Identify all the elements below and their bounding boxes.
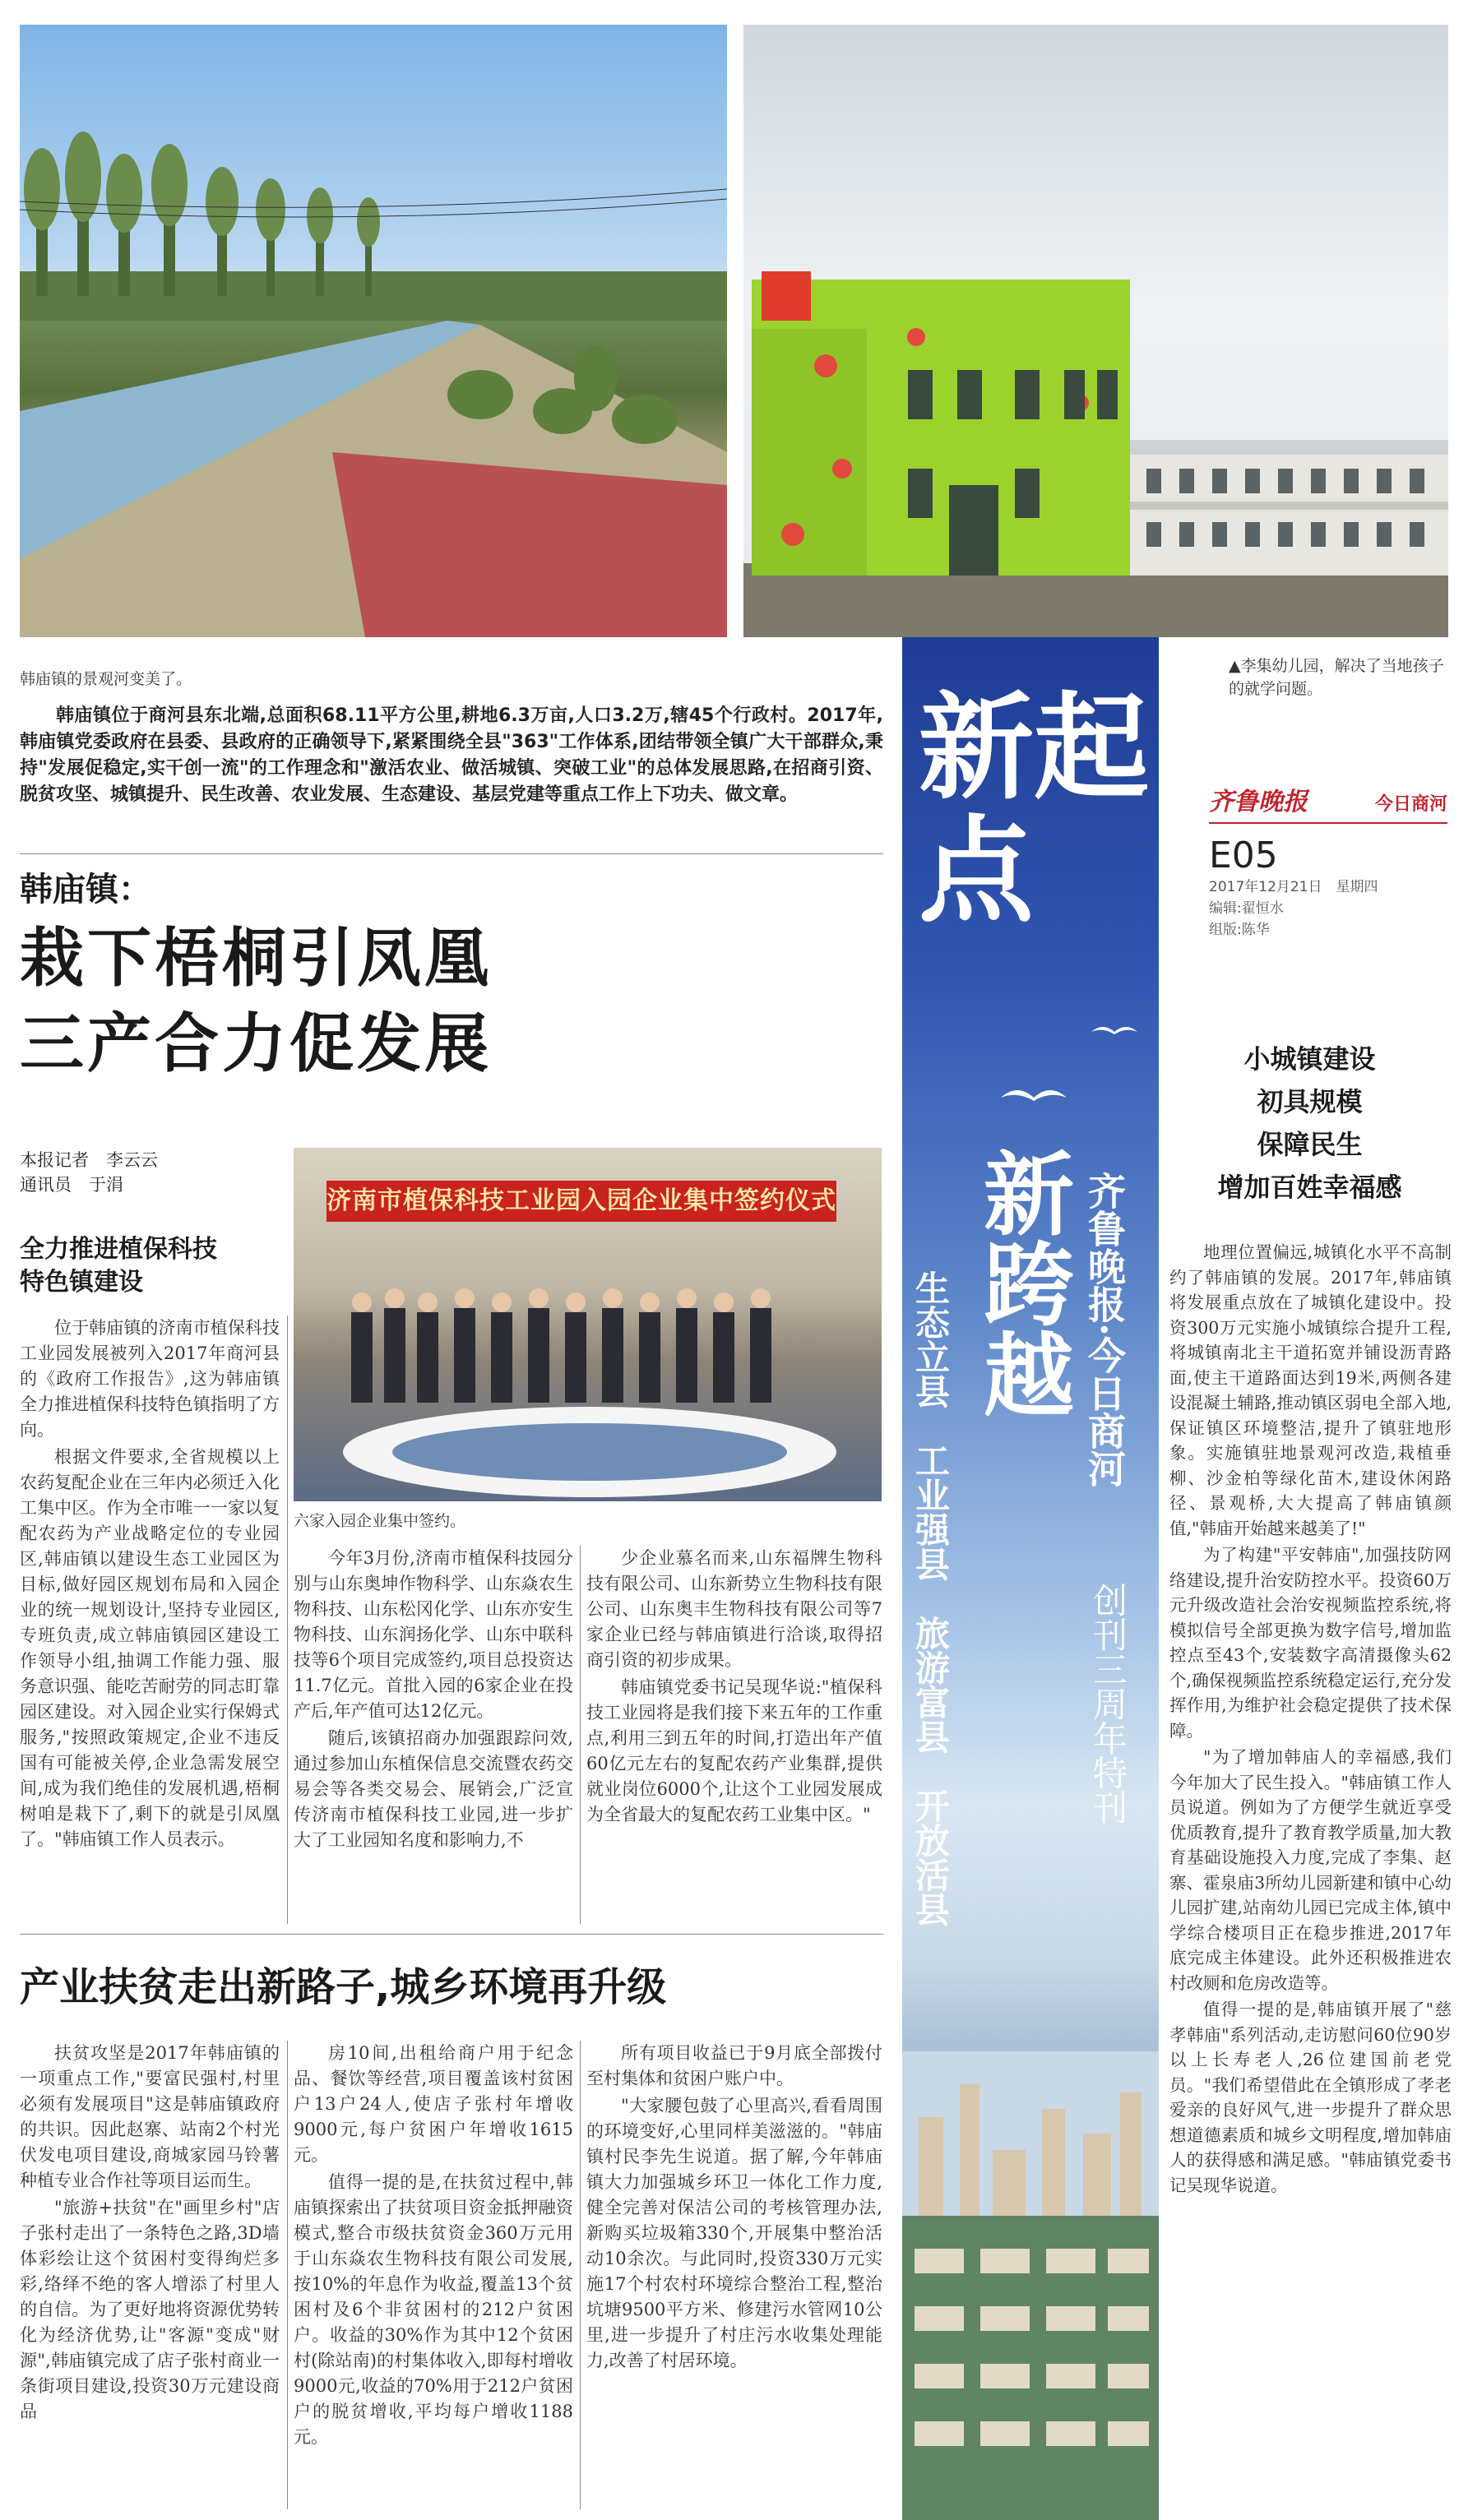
section2-col3-para2: "大家腰包鼓了心里高兴,看看周围的环境变好,心里同样美滋滋的。"韩庙镇村民李先生说道。据了解,今年韩庙镇大力加强城乡环卫一体化工作力度,健全完善对保洁公司的考核管理办法,新购买垃圾箱330个,开展集中整治活动10余次。与此同时,投资330万元实施17个村农村环境综合整治工程,整治坑塘9500平方米、修建污水管网10公里,进一步提升了村庄污水收集处理能力,改善了村居环境。: [586, 2096, 882, 2370]
section2-column-1: [20, 2041, 280, 2426]
banner-paper-name: 齐鲁晚报·今日商河: [1082, 1172, 1127, 1488]
issue-date: 2017年12月21日 星期四: [1209, 879, 1378, 895]
section1-col3-para2: 韩庙镇党委书记吴现华说:"植保科技工业园将是我们接下来五年的工作重点,利用三到五年的时间,打造出年产值60亿元左右的复配农药产业集群,提供就业岗位6000个,让这个工业园发展成为全省最大的复配农药工业集中区。": [586, 1677, 882, 1824]
right-article-para4: 值得一提的是,韩庙镇开展了"慈孝韩庙"系列活动,走访慰问60位90岁以上长寿老人,26位建国前老党员。"我们希望借此在全镇形成了孝老爱亲的良好风气,进一步提升了群众思想道德素质和城乡文明程度,增加韩庙人的获得感和满足感。"韩庙镇党委书记吴现华说道。: [1169, 2000, 1452, 2195]
right-article-body: [1169, 1240, 1452, 2199]
page-number: E05: [1209, 835, 1278, 876]
canal-photo: [20, 25, 727, 637]
masthead-section: 今日商河: [1374, 794, 1447, 815]
signing-photo: [294, 1148, 882, 1501]
intro-divider: [20, 853, 883, 854]
banner-big-title-1: 新起点: [919, 681, 1150, 939]
section1-col1-para2: 根据文件要求,全省规模以上农药复配企业在三年内必须迁入化工集中区。作为全市唯一一家以复配农药为产业战略定位的专业园区,韩庙镇以建设生态工业园区为目标,做好园区规划布局和入园企业的统一规划设计,坚持专业园区,专班负责,成立韩庙镇园区建设工作领导小组,抽调工作能力强、服务意识强、能吃苦耐劳的同志盯靠园区建设。对入园企业实行保姆式服务,"按照政策规定,企业不违反国有可能被关停,企业急需发展空间,成为我们绝佳的发展机遇,梧桐树咱是栽下了,剩下的就是引凤凰了。"韩庙镇工作人员表示。: [20, 1447, 280, 1849]
right-article-title: [1168, 1038, 1452, 1209]
right-title-line1: 小城镇建设: [1243, 1043, 1376, 1075]
section2-col2-para2: 值得一提的是,在扶贫过程中,韩庙镇探索出了扶贫项目资金抵押融资模式,整合市级扶贫资金360万元用于山东焱农生物科技有限公司发展,按10%的年息作为收益,覆盖13个贫困村及6个非贫困村的212户贫困户。收益的30%作为其中12个贫困村(除站南)的村集体收入,即每村增收9000元,收益的70%用于212户贫困户的脱贫增收,平均每户增收1188元。: [294, 2172, 573, 2447]
headline-kicker: 韩庙镇：: [20, 871, 151, 909]
canal-photo-caption: 韩庙镇的景观河变美了。: [20, 670, 192, 688]
masthead-rule: [1209, 822, 1447, 824]
masthead: [1209, 781, 1447, 941]
signing-photo-caption: 六家入园企业集中签约。: [294, 1512, 466, 1530]
section2-col1-para1: 扶贫攻坚是2017年韩庙镇的一项重点工作,"要富民强村,村里必须有发展项目"这是韩庙镇政府的共识。因此赵寨、站南2个村光伏发电项目建设,商城家园马铃薯种植专业合作社等项目运而生。: [20, 2043, 280, 2190]
section1-column-2: [294, 1546, 573, 1855]
kindergarten-photo: [743, 25, 1448, 637]
byline-reporter: 本报记者 李云云: [20, 1150, 158, 1170]
section1-col2-para1: 今年3月份,济南市植保科技园分别与山东奥坤作物科学、山东焱农生物科技、山东松冈化学、山东亦安生物科技、山东润扬化学、山东中联科技等6个项目完成签约,项目总投资达11.7亿元。首批入园的6家企业在投产后,年产值可达12亿元。: [294, 1548, 573, 1721]
seagull-icon: [1001, 1027, 1137, 1101]
section-divider: [20, 1934, 883, 1935]
editor-credit: 编辑:翟恒水: [1209, 900, 1284, 917]
section1-title-line2: 特色镇建设: [20, 1268, 143, 1297]
masthead-logo: 齐鲁晚报: [1209, 788, 1308, 816]
column-divider: [287, 2041, 288, 2509]
right-article-para3: "为了增加韩庙人的幸福感,我们今年加大了民生投入。"韩庙镇工作人员说道。例如为了方便学生就近享受优质教育,提升了教育教学质量,加大教育基础设施投入力度,完成了李集、赵寨、霍泉庙3所幼儿园新建和镇中心幼儿园扩建,站南幼儿园已完成主体,镇中学综合楼项目正在稳步推进,2017年底完成主体建设。此外还积极推进农村改厕和危房改造等。: [1169, 1747, 1452, 1993]
column-divider: [580, 2041, 581, 2509]
kindergarten-photo-caption: ▲李集幼儿园，解决了当地孩子的就学问题。: [1229, 657, 1444, 698]
section2-column-2: [294, 2041, 573, 2452]
section2-col2-para1: 房10间,出租给商户用于纪念品、餐饮等经营,项目覆盖该村贫困户13户24人,使店子张村年增收9000元,每户贫困户年增收1615元。: [294, 2043, 573, 2165]
section2-col1-para2: "旅游+扶贫"在"画里乡村"店子张村走出了一条特色之路,3D墙体彩绘让这个贫困村变得绚烂多彩,络绎不绝的客人增添了村里人的自信。为了更好地将资源优势转化为经济优势,让"客源"变成"财源",韩庙镇完成了店子张村商业一条街项目建设,投资30万元建设商品: [20, 2198, 280, 2421]
signing-banner: 济南市植保科技工业园入园企业集中签约仪式: [326, 1181, 836, 1222]
section2-col3-para1: 所有项目收益已于9月底全部拨付至村集体和贫困户账户中。: [586, 2043, 882, 2088]
section1-col3-para1: 少企业慕名而来,山东福牌生物科技有限公司、山东新势立生物科技有限公司、山东奥丰生物科技有限公司等7家企业已经与韩庙镇进行洽谈,取得招商引资的初步成果。: [586, 1548, 882, 1670]
section1-col1-para1: 位于韩庙镇的济南市植保科技工业园发展被列入2017年商河县的《政府工作报告》,这为韩庙镇全力推进植保科技特色镇指明了方向。: [20, 1318, 280, 1440]
right-title-line3: 保障民生: [1257, 1129, 1363, 1160]
section1-column-1: [20, 1315, 280, 1854]
right-article-para1: 地理位置偏远,城镇化水平不高制约了韩庙镇的发展。2017年,韩庙镇将发展重点放在了城镇化建设中。投资300万元实施小城镇综合提升工程,将城镇南北主干道拓宽并铺设沥青路面,使主干道路面达到19米,两侧各建设混凝土辅路,推动镇区弱电全部入地,保证镇区环境整洁,提升了镇驻地形象。实施镇驻地景观河改造,栽植垂柳、沙金柏等绿化苗木,建设休闲路径、景观桥,大大提高了韩庙镇颜值,"韩庙开始越来越美了!": [1169, 1242, 1452, 1538]
column-divider: [287, 1315, 288, 1924]
column-divider: [580, 1546, 581, 1924]
right-title-line4: 增加百姓幸福感: [1217, 1172, 1402, 1203]
right-article-para2: 为了构建"平安韩庙",加强技防网络建设,提升治安防控水平。投资60万元升级改造社会治安视频监控系统,将模拟信号全部更换为数字信号,增加监控点至43个,安装数字高清摄像头62个,确保视频监控系统稳定运行,充分发挥作用,为维护社会稳定提供了技术保障。: [1169, 1545, 1452, 1741]
right-title-line2: 初具规模: [1257, 1086, 1363, 1117]
banner-big-title-2: 新跨越: [969, 1147, 1075, 1418]
banner-slogan: 生态立县 工业强县 旅游富县 开放活县: [910, 1270, 951, 1926]
section1-title-line1: 全力推进植保科技: [20, 1235, 217, 1264]
section1-title: [20, 1233, 217, 1299]
section2-column-3: [586, 2041, 882, 2375]
byline-correspondent: 通讯员 于涓: [20, 1175, 123, 1195]
section1-col2-para2: 随后,该镇招商办加强跟踪问效,通过参加山东植保信息交流暨农药交易会等各类交易会、展销会,广泛宣传济南市植保科技工业园,进一步扩大了工业园知名度和影响力,不: [294, 1728, 573, 1850]
headline-line1: 栽下梧桐引凤凰: [20, 922, 493, 996]
byline: [20, 1148, 158, 1197]
headline-line2: 三产合力促发展: [20, 1007, 493, 1081]
section1-column-3: [586, 1546, 882, 1829]
banner-issue: 创刊三周年特刊: [1088, 1583, 1128, 1824]
anniversary-banner: [902, 637, 1159, 2520]
section2-title: 产业扶贫走出新路子,城乡环境再升级: [20, 1964, 667, 2010]
intro-paragraph: 韩庙镇位于商河县东北端,总面积68.11平方公里,耕地6.3万亩,人口3.2万,辖45个行政村。2017年,韩庙镇党委政府在县委、县政府的正确领导下,紧紧围绕全县"363"工作体系,团结带领全镇广大干部群众,秉持"发展促稳定,实干创一流"的工作理念和"激活农业、做活城镇、突破工业"的总体发展思路,在招商引资、脱贫攻坚、城镇提升、民生改善、农业发展、生态建设、基层党建等重点工作上下功夫、做文章。: [20, 705, 883, 805]
layout-credit: 组版:陈华: [1209, 922, 1270, 938]
